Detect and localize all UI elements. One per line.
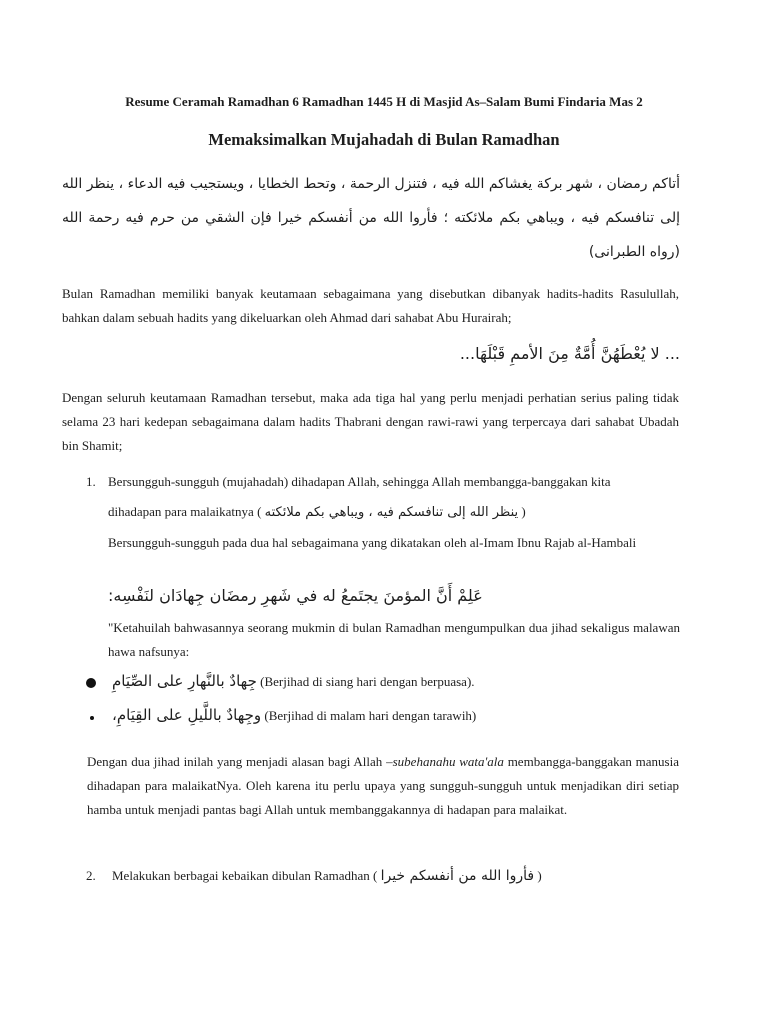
item2-line [112, 868, 542, 884]
bullet2-arabic: وجِهادٌ باللَّيلِ على القِيَامِ، [112, 706, 262, 724]
arabic-quote: ... لا يُعْطَهُنَّ أُمَّةٌ مِنَ الأممِ قَبْلَهَا... [459, 344, 680, 363]
item1-line1: Bersungguh-sungguh (mujahadah) dihadapan Allah, sehingga Allah membangga-banggakan kita [108, 474, 611, 489]
item1-line2-arabic: ينظر الله إلى تنافسكم فيه ، ويباهي بكم ملائكته [264, 505, 519, 520]
arabic-imam-quote: عَلِمْ أَنَّ المؤمنَ يجتَمعُ له في شَهرِ رمضَان جِهادَان لنَفْسِه: [108, 586, 483, 605]
item1-closing-paragraph [87, 750, 679, 822]
bullet-item-2 [112, 706, 476, 724]
item1-line2-before: dihadapan para malaikatnya ( [108, 504, 262, 519]
arabic-hadith: أتاكم رمضان ، شهر بركة يغشاكم الله فيه ، فتنزل الرحمة ، وتحط الخطايا ، ويستجيب فيه الدعاء ، ينظر الله إلى تنافسكم فيه ، ويباهي بكم ملائكته ؛ فأروا الله من أنفسكم خيرا فإن الشقي من حرم فيه رحمة الله (رواه الطبرانى) [62, 176, 680, 260]
item1-line2 [108, 504, 526, 520]
bullet-dot-1 [86, 678, 96, 688]
item1-line3: Bersungguh-sungguh pada dua hal sebagaimana yang dikatakan oleh al-Imam Ibnu Rajab al-Hambali [108, 535, 637, 550]
closing-italic: subehanahu wata'ala [392, 754, 504, 769]
closing-text-a: Dengan dua jihad inilah yang menjadi alasan bagi Allah – [87, 754, 393, 769]
item2-arabic: فأروا الله من أنفسكم خيرا [380, 868, 535, 884]
item2-text-after: ) [537, 868, 542, 883]
bullet-dot-2 [90, 716, 94, 720]
list-number-2: 2. [86, 868, 96, 883]
document-title: Resume Ceramah Ramadhan 6 Ramadhan 1445 H di Masjid As–Salam Bumi Findaria Mas 2 [125, 94, 643, 109]
item1-translation: "Ketahuilah bahwasannya seorang mukmin di bulan Ramadhan mengumpulkan dua jihad sekaligus malawan hawa nafsunya: [108, 620, 680, 659]
bullet1-arabic: جِهادٌ بالنَّهارِ على الصِّيَامِ [112, 672, 257, 690]
bullet1-text: (Berjihad di siang hari dengan berpuasa). [260, 674, 475, 689]
closing-text-b: membangga-banggakan manusia dihadapan para malaikatNya. Oleh karena itu perlu upaya yang sungguh-sungguh untuk menjadikan diri setiap hamba untuk menjadi pantas bagi Allah untuk membanggakannya di hadapan para malaikat. [87, 754, 679, 817]
document-subtitle: Memaksimalkan Mujahadah di Bulan Ramadhan [208, 130, 560, 149]
item1-line2-after: ) [521, 504, 526, 519]
paragraph-2: Dengan seluruh keutamaan Ramadhan tersebut, maka ada tiga hal yang perlu menjadi perhatian serius paling tidak selama 23 hari kedepan sebagaimana dalam hadits Thabrani dengan rawi-rawi yang terpercaya dari sahabat Ubadah bin Shamit; [62, 390, 679, 453]
bullet-item-1 [112, 672, 475, 690]
paragraph-1: Bulan Ramadhan memiliki banyak keutamaan sebagaimana yang disebutkan dibanyak hadits-hadits Rasulullah, bahkan dalam sebuah hadits yang dikeluarkan oleh Ahmad dari sahabat Abu Hurairah; [62, 286, 679, 325]
bullet2-text: (Berjihad di malam hari dengan tarawih) [264, 708, 477, 723]
list-number-1: 1. [86, 474, 96, 489]
item2-text-before: Melakukan berbagai kebaikan dibulan Ramadhan ( [112, 868, 378, 883]
